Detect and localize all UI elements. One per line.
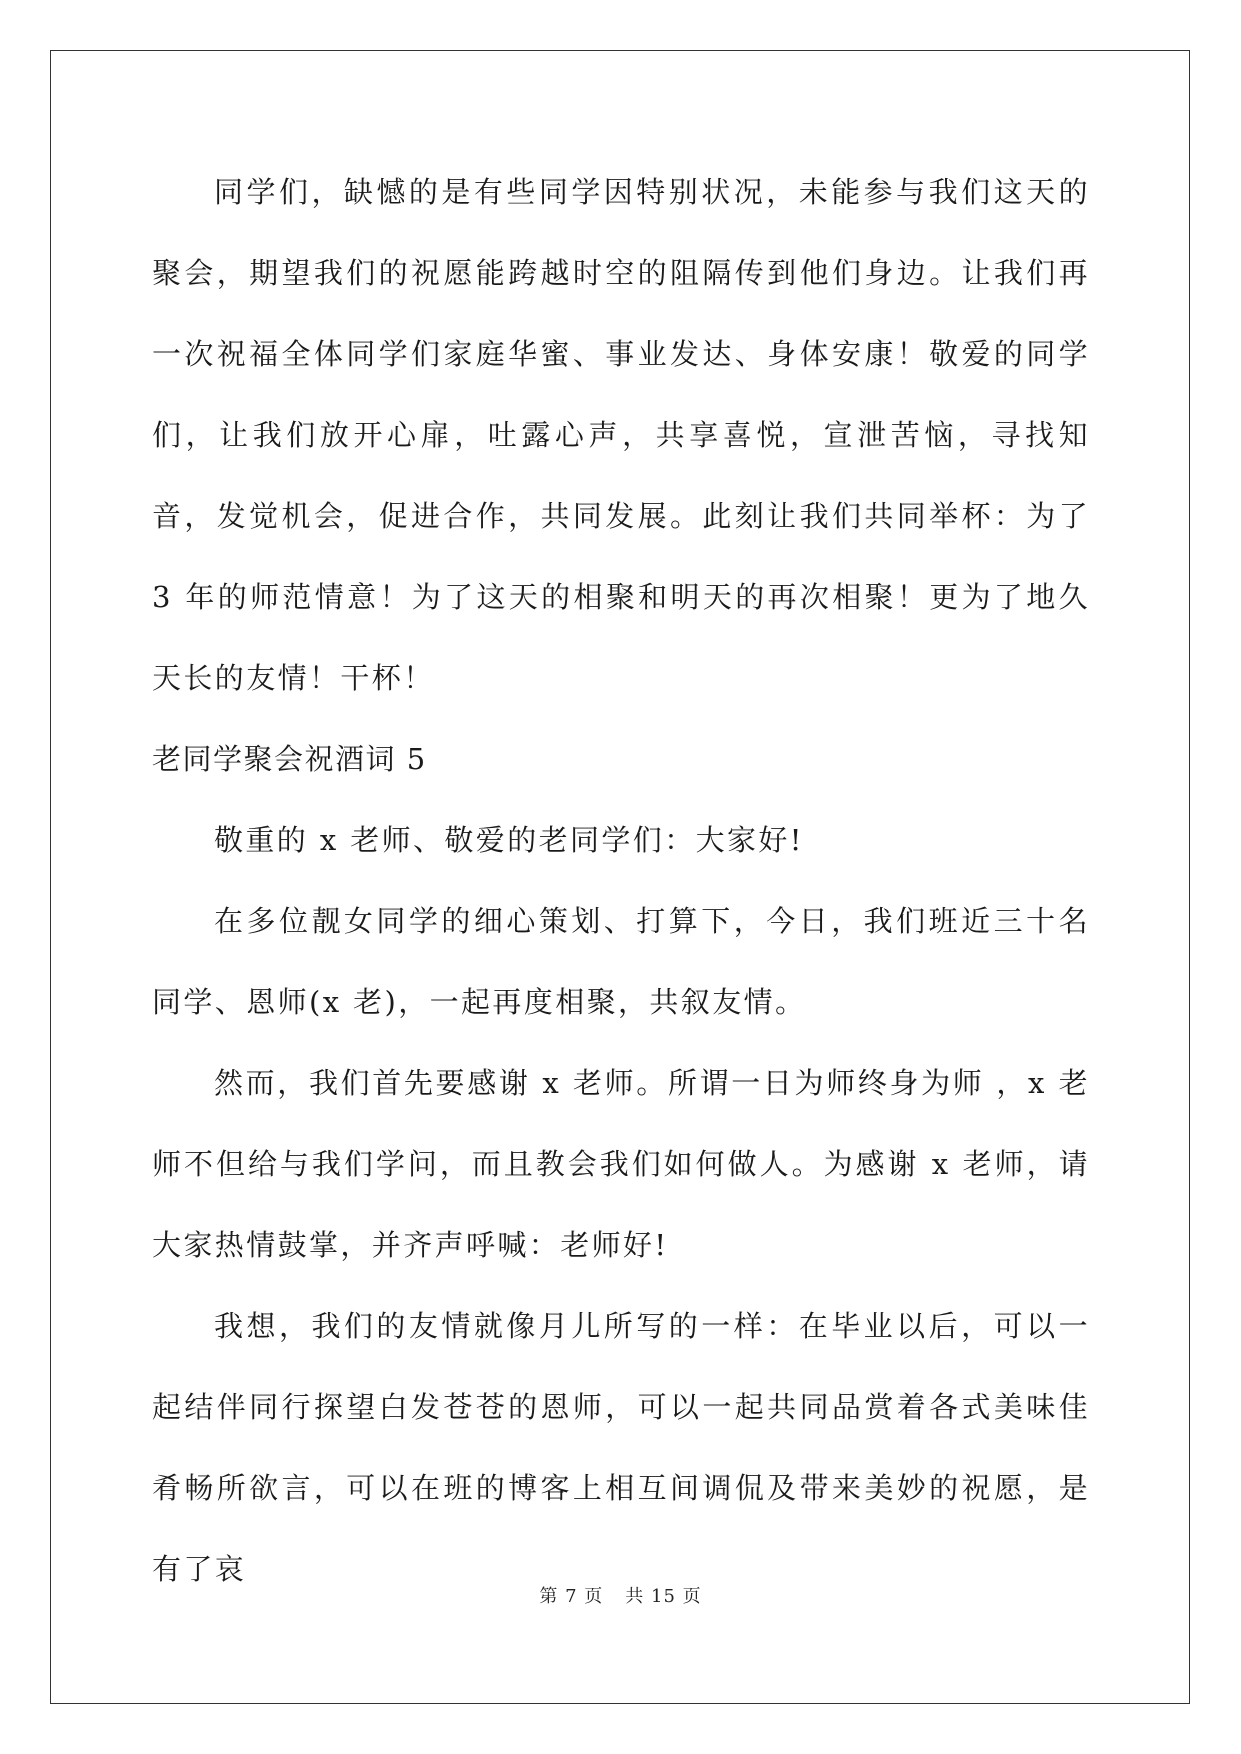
paragraph-greeting: 敬重的 x 老师、敬爱的老同学们：大家好!: [214, 823, 804, 857]
page-total: 共 15 页: [625, 1586, 702, 1607]
section-heading: 老同学聚会祝酒词 5: [152, 742, 427, 776]
page-footer: [0, 1582, 1241, 1608]
paragraph-reunion: 在多位靓女同学的细心策划、打算下，今日，我们班近三十名同学、恩师(x 老)，一起再度相聚，共叙友情。: [152, 904, 1090, 1019]
paragraph-friendship: 我想，我们的友情就像月儿所写的一样：在毕业以后，可以一起结伴同行探望白发苍苍的恩师，可以一起共同品赏着各式美味佳肴畅所欲言，可以在班的博客上相互间调侃及带来美妙的祝愿，是有了哀: [152, 1309, 1090, 1586]
document-body: [152, 152, 1090, 1610]
paragraph-toast-closing: 同学们，缺憾的是有些同学因特别状况，未能参与我们这天的聚会，期望我们的祝愿能跨越时空的阻隔传到他们身边。让我们再一次祝福全体同学们家庭华蜜、事业发达、身体安康！敬爱的同学们，让我们放开心扉，吐露心声，共享喜悦，宣泄苦恼，寻找知音，发觉机会，促进合作，共同发展。此刻让我们共同举杯：为了 3 年的师范情意！为了这天的相聚和明天的再次相聚！更为了地久天长的友情！干杯！: [152, 175, 1090, 695]
paragraph-thanks-teacher: 然而，我们首先要感谢 x 老师。所谓一日为师终身为师 ，x 老师不但给与我们学问，而且教会我们如何做人。为感谢 x 老师，请大家热情鼓掌，并齐声呼喊：老师好!: [152, 1066, 1090, 1262]
page-number: 第 7 页: [539, 1586, 604, 1607]
